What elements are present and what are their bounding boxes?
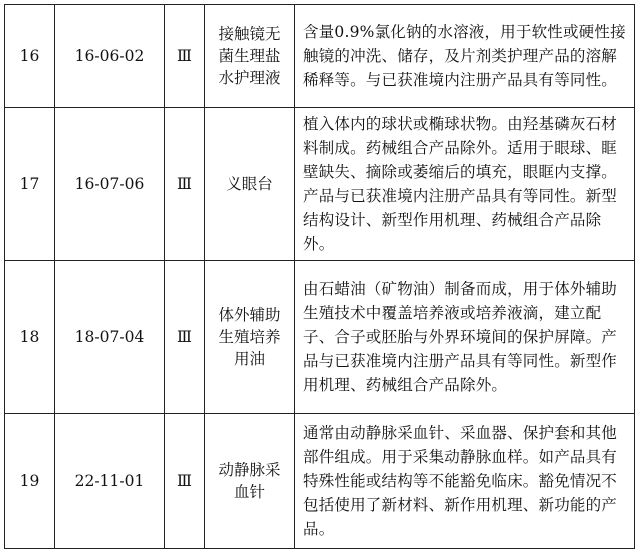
- product-description: 由石蜡油（矿物油）制备而成，用于体外辅助生殖技术中覆盖培养液或培养液滴，建立配子、合子或胚胎与外界环境间的保护屏障。产品与已获准境内注册产品具有等同性。新型作用机理、药械组合产品除外。: [295, 261, 635, 414]
- product-description: 含量0.9%氯化钠的水溶液，用于软性或硬性接触镜的冲洗、储存，及片剂类护理产品的溶解稀释等。与已获准境内注册产品具有等同性。: [295, 5, 635, 108]
- row-number: 18: [5, 261, 55, 414]
- category-code: 16-07-06: [55, 108, 165, 261]
- management-class: Ⅲ: [165, 261, 205, 414]
- management-class: Ⅲ: [165, 108, 205, 261]
- table-row: [5, 5, 635, 108]
- table-row: [5, 414, 635, 549]
- product-name: 义眼台: [205, 108, 295, 261]
- row-number: 16: [5, 5, 55, 108]
- management-class: Ⅲ: [165, 5, 205, 108]
- category-code: 22-11-01: [55, 414, 165, 549]
- table-row: [5, 108, 635, 261]
- product-name: 动静脉采血针: [205, 414, 295, 549]
- product-name: 接触镜无菌生理盐水护理液: [205, 5, 295, 108]
- table-row: [5, 261, 635, 414]
- device-catalog-table: [4, 4, 635, 549]
- row-number: 17: [5, 108, 55, 261]
- management-class: Ⅲ: [165, 414, 205, 549]
- product-description: 植入体内的球状或椭球状物。由羟基磷灰石材料制成。药械组合产品除外。适用于眼球、眶壁缺失、摘除或萎缩后的填充，眼眶内支撑。产品与已获准境内注册产品具有等同性。新型结构设计、新型作用机理、药械组合产品除外。: [295, 108, 635, 261]
- category-code: 16-06-02: [55, 5, 165, 108]
- row-number: 19: [5, 414, 55, 549]
- product-description: 通常由动静脉采血针、采血器、保护套和其他部件组成。用于采集动静脉血样。如产品具有特殊性能或结构等不能豁免临床。豁免情况不包括使用了新材料、新作用机理、新功能的产品。: [295, 414, 635, 549]
- category-code: 18-07-04: [55, 261, 165, 414]
- product-name: 体外辅助生殖培养用油: [205, 261, 295, 414]
